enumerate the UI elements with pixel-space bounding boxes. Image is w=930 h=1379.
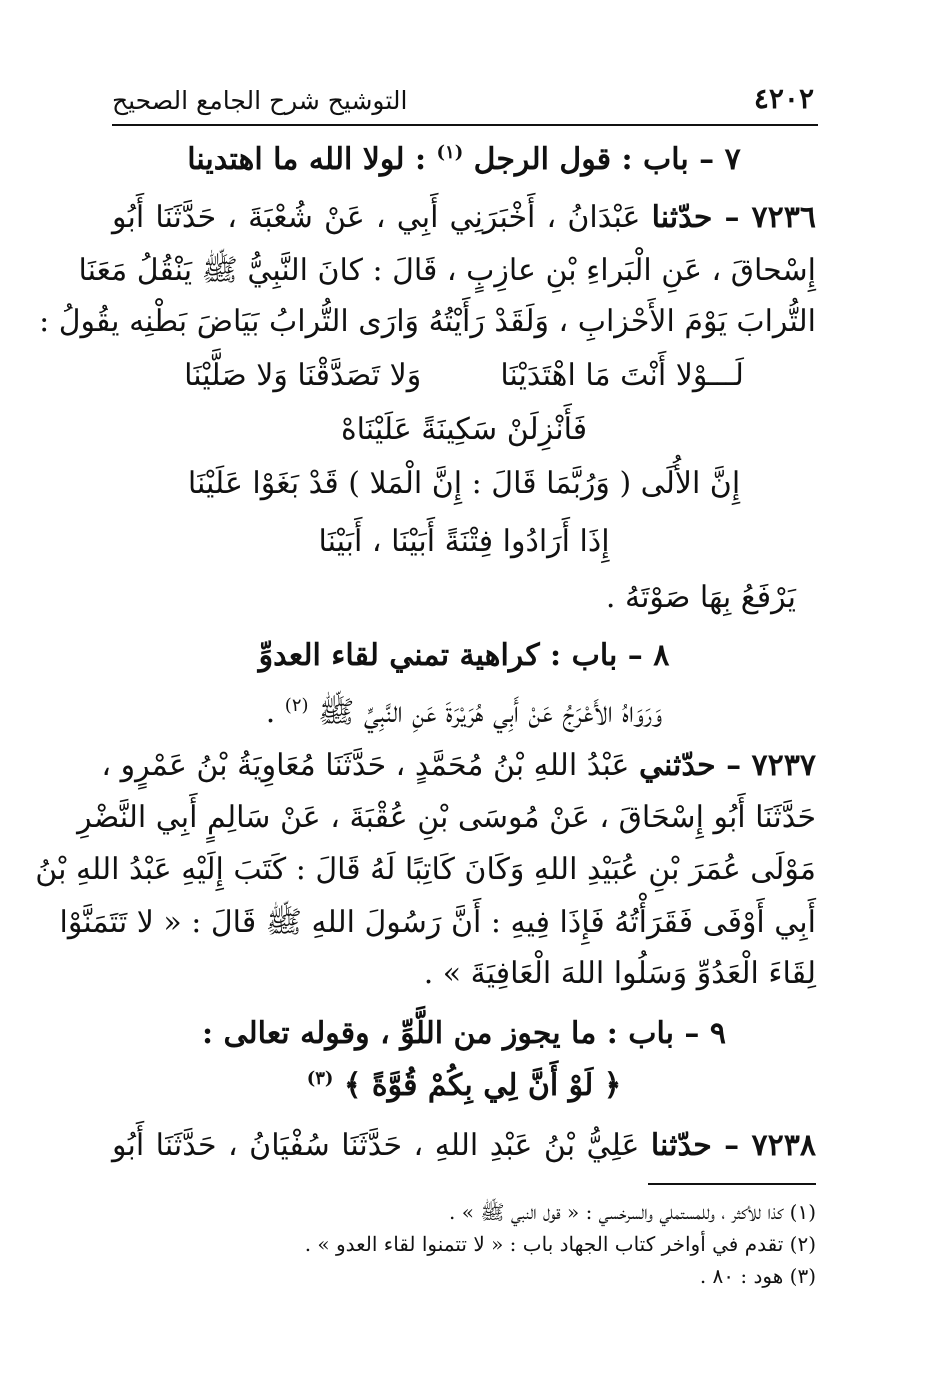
quran-ayah: ﴿ لَوْ أَنَّ لِي بِكُمْ قُوَّةً ﴾ [343, 1068, 622, 1103]
hadith-7237-line-5: لِقَاءَ الْعَدُوِّ وَسَلُوا اللهَ الْعَافِيَةَ » . [423, 956, 816, 991]
hadith-7237-line-1 [101, 748, 816, 783]
footnote-separator [648, 1183, 816, 1185]
running-title: التوشيح شرح الجامع الصحيح [112, 86, 408, 115]
hadith-7236-closing: يَرْفَعُ بِهَا صَوْتَهُ . [605, 580, 796, 615]
riwaya-text: وَرَوَاهُ الأَعْرَجُ عَنْ أَبِي هُرَيْرَةَ عَنِ النَّبِيِّ ﷺ [318, 695, 663, 730]
verse-1-second-hemistich: وَلا تَصَدَّقْنَا وَلا صَلَّيْنَا [184, 358, 422, 393]
chapter-8-riwaya: وَرَوَاهُ الأَعْرَجُ عَنْ أَبِي هُرَيْرَةَ عَنِ النَّبِيِّ ﷺ $^{(٢)}$ . [265, 695, 663, 730]
chapter-7-title-end: : لولا الله ما اهتدينا [187, 142, 427, 177]
hadith-7237-line-3: مَوْلَى عُمَرَ بْنِ عُبَيْدِ اللهِ وَكَانَ كَاتِبًا لَهُ قَالَ : كَتَبَ إِلَيْهِ عَبْدُ اللهِ بْنُ [35, 852, 816, 887]
hadith-7237-line-2: حَدَّثَنَا أَبُو إِسْحَاقَ ، عَنْ مُوسَى بْنِ عُقْبَةَ ، عَنْ سَالِمٍ أَبِي النَّضْرِ [77, 800, 816, 835]
hadith-7236-line-2: إِسْحاقَ ، عَنِ الْبَراءِ بْنِ عازِبٍ ، قَالَ : كانَ النَّبِيُّ ﷺ يَنْقُلُ مَعَنَا [78, 253, 816, 288]
header-rule [112, 124, 818, 126]
footnote-1: (١) كذا للأكثر ، وللمستملي والسرخسي : « قول النبي ﷺ » . [449, 1200, 816, 1224]
hadith-7236-line-1 [112, 200, 816, 235]
verse-3: إِنَّ الأُلَى ( وَرُبَّمَا قَالَ : إِنَّ الْمَلا ) قَدْ بَغَوْا عَلَيْنَا [187, 466, 741, 501]
hadith-7236-number: ٧٢٣٦ – حدّثنا [651, 200, 816, 235]
hadith-7236-line-3: التُّرابَ يَوْمَ الأَحْزابِ ، وَلَقَدْ رَأَيْتُهُ وَارَى التُّرابُ بَيَاضَ بَطْنِه يقُولُ : [39, 304, 816, 339]
hadith-7236-line-1-text: عَبْدَانُ ، أَخْبَرَنِي أَبِي ، عَنْ شُعْبَةَ ، حَدَّثَنَا أَبُو [112, 200, 641, 235]
verse-1 [112, 358, 816, 393]
hadith-7238-number: ٧٢٣٨ – حدّثنا [650, 1128, 816, 1163]
footnote-ref-2: (٢) [284, 695, 309, 716]
hadith-7237-line-1-text: عَبْدُ اللهِ بْنُ مُحَمَّدٍ ، حَدَّثَنَا مُعَاوِيَةُ بْنُ عَمْرٍو ، [101, 748, 630, 783]
page-header [112, 78, 814, 122]
verse-1-first-hemistich: لَـــوْلا أَنْتَ مَا اهْتَدَيْنَا [500, 358, 744, 393]
hadith-7238-line-1 [112, 1128, 816, 1163]
verse-2: فَأَنْزِلَنْ سَكِينَةً عَلَيْنَاهْ [340, 412, 588, 447]
footnote-3: (٣) هود : ٨٠ . [699, 1264, 816, 1288]
hadith-7238-line-1-text: عَلِيُّ بْنُ عَبْدِ اللهِ ، حَدَّثَنَا سُفْيَانُ ، حَدَّثَنَا أَبُو [112, 1128, 640, 1163]
chapter-9-ayah-line [112, 1068, 816, 1103]
footnote-2: (٢) تقدم في أواخر كتاب الجهاد باب : « لا تتمنوا لقاء العدو » . [304, 1232, 816, 1256]
footnote-ref-3: (٣) [306, 1068, 334, 1089]
chapter-7-title: ٧ – باب : قول الرجل [473, 142, 741, 177]
chapter-9-heading: ٩ – باب : ما يجوز من اللَّوِّ ، وقوله تعالى : [202, 1016, 726, 1051]
hadith-7237-line-4: أَبِي أَوْفَى فَقَرَأْتُهُ فَإِذَا فِيهِ : أَنَّ رَسُولَ اللهِ ﷺ قَالَ : « لا تَتَمَنَّوْا [59, 905, 816, 940]
page-number: ٤٢٠٢ [753, 82, 814, 115]
chapter-8-heading: ٨ – باب : كراهية تمني لقاء العدوِّ [258, 638, 670, 673]
footnote-ref-1: (١) [436, 142, 464, 163]
verse-4: إِذَا أَرَادُوا فِتْنَةً أَبَيْنَا ، أَبَيْنَا [318, 524, 610, 559]
chapter-7-heading [112, 142, 816, 177]
hadith-7237-number: ٧٢٣٧ – حدّثني [638, 748, 816, 783]
